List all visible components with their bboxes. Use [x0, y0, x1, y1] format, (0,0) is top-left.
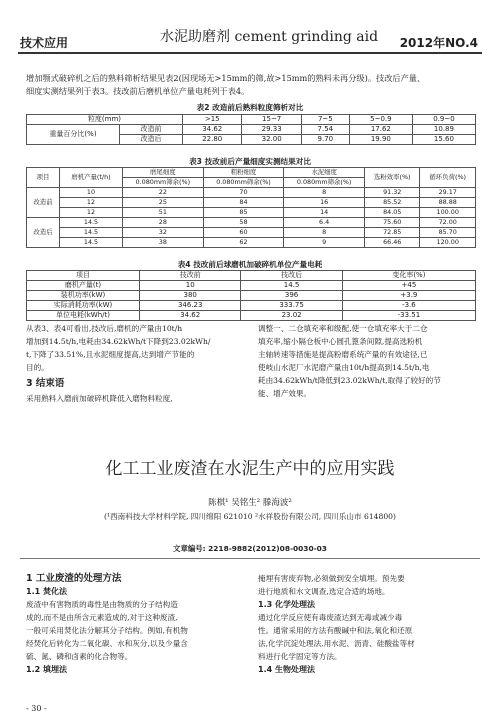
table2-col: 15~7: [242, 115, 301, 125]
table2-col: 0.9~0: [412, 115, 475, 125]
body-line: 能、增产效果。: [258, 389, 312, 398]
subsection-heading: 1.2 填埋法: [26, 665, 67, 674]
table2-col: 7~5: [301, 115, 349, 125]
table4-header-row: [27, 271, 476, 281]
table2-caption: 表2 改造前后熟料粒度筛析对比: [196, 103, 304, 112]
table-cell: 380: [140, 291, 241, 301]
table-cell: 12: [60, 208, 123, 218]
table-cell: 14: [284, 208, 365, 218]
table-cell: 66.46: [364, 238, 419, 248]
table-row: [27, 291, 476, 301]
table-cell: 磨机产量(t): [27, 281, 140, 291]
table-cell: 8: [284, 188, 365, 198]
table-cell: 23.02: [241, 311, 342, 321]
table4-header: 变化率(%): [342, 271, 475, 281]
table4-header: 技改前: [140, 271, 241, 281]
table3-caption: 表3 技改前后产量细度实测结果对比: [189, 157, 311, 166]
table-cell: 85.70: [420, 228, 476, 238]
table3-h-cement: 水泥细度: [284, 168, 365, 178]
journal-title: 水泥助磨剂 cement grinding aid: [160, 29, 379, 45]
table-cell: 91.32: [364, 188, 419, 198]
table2-col: 5~0.9: [349, 115, 412, 125]
body-line: 硫、氮、磷和卤素的化合物等。: [26, 652, 133, 661]
table-cell: 8: [284, 228, 365, 238]
table-cell: 16: [284, 198, 365, 208]
left-column: [26, 322, 242, 405]
body-line: 耗由34.62kWh/t降低到23.02kWh/t,取得了较好的节: [258, 376, 441, 385]
table-cell: 29.33: [242, 125, 301, 135]
table2: [26, 114, 476, 145]
table-cell: -33.51: [342, 311, 475, 321]
table4-caption: 表4 技改前后球磨机加破碎机单位产量电耗: [177, 260, 323, 269]
table3-h-eff: 选粉效率(%): [364, 168, 419, 188]
table-cell: 19.90: [349, 135, 412, 145]
divider: [20, 558, 480, 559]
table-row: [27, 198, 476, 208]
section-heading: 1 工业废渣的处理方法: [26, 573, 122, 584]
table-cell: 装机功率(kW): [27, 291, 140, 301]
table-cell: 85: [203, 208, 284, 218]
body-line: 填充率,缩小隔仓板中心圆孔篦条间隙,提高选粉机: [258, 337, 423, 346]
table-cell: 84.05: [364, 208, 419, 218]
table-row: [27, 228, 476, 238]
body-line: 目的。: [26, 363, 49, 372]
body-line: 法,化学沉淀处理法,用水泥、沥青、硅酸盐等材: [258, 639, 415, 648]
table-cell: 32.00: [242, 135, 301, 145]
body-line: 使岐山水泥厂水泥磨产量由10t/h提高到14.5t/h,电: [258, 363, 430, 372]
table-cell: 333.75: [241, 301, 342, 311]
intro-line-1: 增加颚式破碎机之后的熟料筛析结果见表2(因现场无>15mm的筛,故>15mm的熟料未再分级)。技改后产量、: [26, 73, 426, 83]
table3-h-sieve: 0.080mm筛余(%): [123, 178, 204, 188]
right-column: [258, 322, 478, 400]
table3: [26, 167, 476, 248]
body-line: 增加到14.5t/h,电耗由34.62kWh/t下降到23.02kWh/: [26, 337, 211, 346]
table-cell: 28: [123, 218, 204, 228]
subsection-heading: 1.1 焚化法: [26, 587, 67, 596]
table4-header: 项目: [27, 271, 140, 281]
table-row: [27, 188, 476, 198]
table-cell: 100.00: [420, 208, 476, 218]
table4-header: 技改后: [241, 271, 342, 281]
table-cell: 10: [60, 188, 123, 198]
table-cell: 10: [140, 281, 241, 291]
table-cell: 15.60: [412, 135, 475, 145]
table-cell: 22.80: [183, 135, 242, 145]
table-row: [27, 238, 476, 248]
body-line: 成的,而不是由所含元素造成的,对于这种废渣,: [26, 613, 178, 622]
table-cell: 改造前: [120, 125, 183, 135]
table-row: [27, 301, 476, 311]
body-line: 调整一、二仓填充率和级配,使一仓填充率大于二仓: [258, 324, 428, 333]
table3-h-item: 项目: [27, 168, 60, 188]
page-number: - 30 -: [26, 704, 47, 713]
table2-row-label: 重量百分比(%): [27, 125, 120, 145]
table-cell: 29.17: [420, 188, 476, 198]
table2-col: >15: [183, 115, 242, 125]
table-cell: 9.70: [301, 135, 349, 145]
body-line: 采用熟料入磨前加破碎机降低入磨物料粒度,: [26, 394, 173, 403]
table-cell: 51: [123, 208, 204, 218]
intro-line-2: 细度实测结果列于表3。技改前后磨机单位产量电耗列于表4。: [26, 86, 250, 96]
table-cell: 17.62: [349, 125, 412, 135]
section-label: 技术应用: [20, 36, 69, 50]
table-cell: -3.6: [342, 301, 475, 311]
body-line: t,下降了33.51%,且水泥细度提高,达到增产节能的: [26, 350, 195, 359]
table-cell: +3.9: [342, 291, 475, 301]
table-cell: 58: [203, 218, 284, 228]
table-cell: 改造后: [120, 135, 183, 145]
table-cell: 60: [203, 228, 284, 238]
table-cell: 32: [123, 228, 204, 238]
body-line: 通过化学反应使有毒废渣达到无毒或减少毒: [258, 613, 403, 622]
table-cell: 22: [123, 188, 204, 198]
table-row: [27, 208, 476, 218]
table-cell: 88.88: [420, 198, 476, 208]
body-line: 经焚化后转化为二氧化碳、水和灰分,以及少量含: [26, 639, 188, 648]
table3-header-row: [27, 168, 476, 178]
body-line: 一般可采用焚化法分解其分子结构。例如,有机物: [26, 626, 188, 635]
body-line: 料进行化学固定等方法。: [258, 652, 342, 661]
table-cell: 14.5: [60, 238, 123, 248]
table-cell: 34.62: [140, 311, 241, 321]
table-cell: 14.5: [241, 281, 342, 291]
table-cell: 346.23: [140, 301, 241, 311]
table-cell: 34.62: [183, 125, 242, 135]
article-affiliation: (¹西南科技大学材料学院, 四川绵阳 621010 ²水祥股份有限公司, 四川乐山市 614800): [104, 512, 396, 521]
article-authors: 陈棋¹ 吴铭生² 滕海波²: [208, 498, 292, 508]
body-line: 进行地质和水文调查,选定合适的场地。: [258, 587, 390, 596]
bottom-left-column: [26, 572, 242, 676]
table-row: [27, 311, 476, 321]
table-row: [27, 125, 476, 135]
table-cell: 单位电耗(kWh/t): [27, 311, 140, 321]
table-cell: 84: [203, 198, 284, 208]
table-row: [27, 281, 476, 291]
table-cell: 9: [284, 238, 365, 248]
table-row: [27, 218, 476, 228]
table-cell: 85.52: [364, 198, 419, 208]
table3-h-output: 磨机产量(t/h): [60, 168, 123, 188]
intro-paragraph: [26, 72, 476, 98]
header-divider: [18, 52, 482, 54]
table-cell: 14.5: [60, 228, 123, 238]
article-title: 化工工业废渣在水泥生产中的应用实践: [105, 459, 395, 479]
article-number: 文章编号: 2218-9882(2012)08-0030-03: [173, 544, 327, 553]
table-cell: 38: [123, 238, 204, 248]
table3-h-coarse: 粗粉细度: [203, 168, 284, 178]
body-line: 从表3、表4可看出,技改后,磨机的产量由10t/h: [26, 324, 183, 333]
table-cell: 62: [203, 238, 284, 248]
subsection-heading: 1.3 化学处理法: [258, 600, 315, 609]
table2-size-label: 粒度(mm): [27, 115, 183, 125]
bottom-right-column: [258, 572, 478, 676]
table4: [26, 270, 476, 321]
issue-label: 2012年NO.4: [399, 36, 478, 50]
subsection-heading: 1.4 生物处理法: [258, 665, 315, 674]
section-heading: 3 结束语: [26, 378, 65, 389]
table3-h-sieve: 0.080mm筛余(%): [284, 178, 365, 188]
table-cell: 10.89: [412, 125, 475, 135]
table-cell: 120.00: [420, 238, 476, 248]
table-cell: 14.5: [60, 218, 123, 228]
table-cell: 6.4: [284, 218, 365, 228]
table-cell: 72.00: [420, 218, 476, 228]
table2-header-row: [27, 115, 476, 125]
table-cell: 70: [203, 188, 284, 198]
table3-group-label: 改造前: [27, 188, 60, 218]
body-line: 主轴转速等措施是提高粉磨系统产量的有效途径,已: [258, 350, 428, 359]
body-line: 废渣中有害物质的毒性是由物质的分子结构造: [26, 600, 178, 609]
table3-h-fine: 磨尾细度: [123, 168, 204, 178]
table3-group-label: 改造后: [27, 218, 60, 248]
body-line: 性。通常采用的方法有酸碱中和法,氧化和还原: [258, 626, 413, 635]
table-cell: 实际消耗功率(kW): [27, 301, 140, 311]
table-cell: 12: [60, 198, 123, 208]
table3-h-circ: 循环负荷(%): [420, 168, 476, 188]
table-cell: 396: [241, 291, 342, 301]
table3-h-sieve: 0.080mm筛余(%): [203, 178, 284, 188]
body-line: 掩埋有害废弃物,必须做到安全填埋。预先要: [258, 574, 405, 583]
table-cell: 7.54: [301, 125, 349, 135]
table-cell: 25: [123, 198, 204, 208]
table-cell: 72.85: [364, 228, 419, 238]
table-cell: +45: [342, 281, 475, 291]
table-cell: 75.60: [364, 218, 419, 228]
